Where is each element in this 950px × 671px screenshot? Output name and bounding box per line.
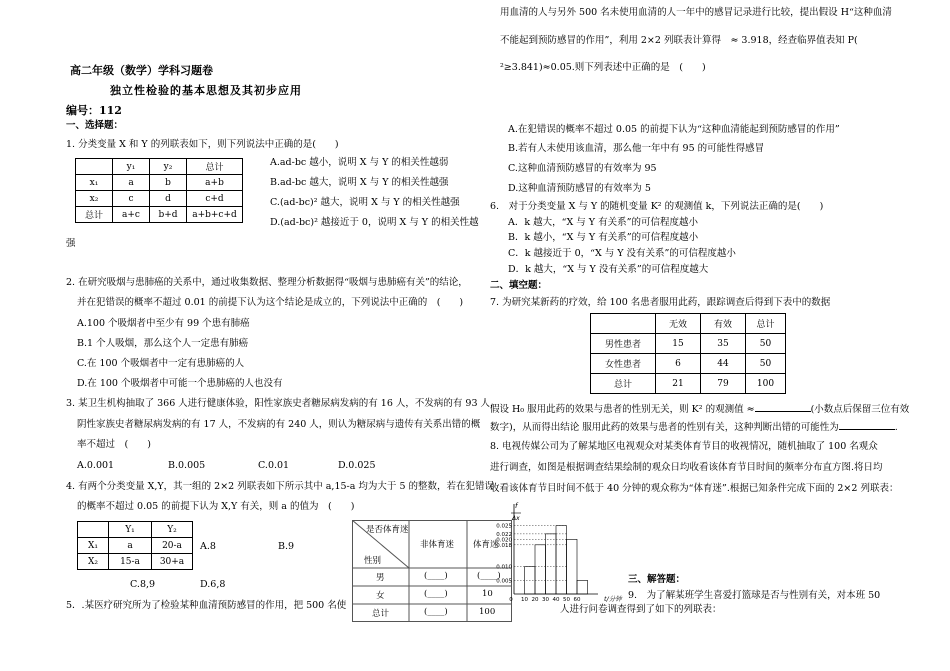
q6-option-d: D．k 越大，“X 与 Y 没有关系”的可信程度越大: [508, 264, 709, 275]
hist-x-tick-label: 0: [509, 597, 513, 603]
q3-stem-3: 率不超过 ( ): [77, 439, 151, 450]
hist-bar: [546, 534, 557, 594]
document-number: 编号：112: [66, 104, 122, 117]
q8-blank[interactable]: (____): [424, 571, 448, 581]
q2-stem-2: 并在犯错误的概率不超过 0.01 的前提下认为这个结论是成立的，下列说法中正确的 ( ): [77, 297, 464, 308]
hist-x-tick-label: 10: [521, 597, 528, 603]
q8-value-female-fan: 10: [482, 589, 493, 599]
q3-option-d: D.0.025: [338, 460, 376, 471]
hist-y-tick-label: 0.018: [496, 542, 512, 549]
q2-option-a: A.100 个吸烟者中至少有 99 个患有肺癌: [77, 318, 250, 329]
q6-option-c: C．k 越接近于 0，“X 与 Y 没有关系”的可信程度越小: [508, 248, 736, 259]
q7-table: 无效 有效 总计 男性患者 15 35 50 女性患者 6 44 50 总计 21 79 100: [590, 313, 786, 394]
hist-xlabel: t/分钟: [604, 595, 622, 603]
hist-x-tick-label: 30: [542, 597, 549, 603]
q7-stem: 7. 为研究某新药的疗效，给 100 名患者服用此药，跟踪调查后得到下表中的数据: [490, 297, 831, 308]
q7-answer-blank-2[interactable]: [839, 420, 895, 430]
q3-option-c: C.0.01: [258, 460, 290, 471]
q7-text-2a: 数字)，从而得出结论 服用此药的效果与患者的性别有关，这种判断出错的可能性为: [490, 422, 839, 433]
q2-option-b: B.1 个人吸烟，那么这个人一定患有肺癌: [77, 338, 249, 349]
q2-stem-1: 2. 在研究吸烟与患肺癌的关系中，通过收集数据、整理分析数据得“吸烟与患肺癌有关”的结论，: [66, 277, 468, 288]
q8-blank[interactable]: (____): [477, 571, 501, 581]
hist-ylabel-top: f: [515, 502, 518, 510]
q8-stem-3: 收看该体育节目时间不低于 40 分钟的观众称为“体育迷”.根据已知条件完成下面的 2×2 列联表：: [490, 483, 899, 494]
q1-table: y₁ y₂ 总计 x₁ a b a+b x₂ c d c+d 总计 a+c b+d a+b+c+d: [75, 158, 243, 223]
q8-col1: 非体育迷: [420, 540, 455, 550]
q5-stem-right-3: ²≥3.841)≈0.05.则下列表述中正确的是 ( ): [500, 62, 706, 73]
q1-option-a: A.ad-bc 越小，说明 X 与 Y 的相关性越弱: [270, 157, 449, 168]
q7-text-1b: (小数点后保留三位有效: [810, 404, 910, 415]
q5-stem-right-1: 用血清的人与另外 500 名未使用血清的人一年中的感冒记录进行比较，提出假设 H“这种血清: [500, 7, 892, 18]
q5-option-c: C.这种血清预防感冒的有效率为 95: [508, 163, 657, 174]
section-choice: 一、选择题：: [66, 120, 124, 131]
hist-bar: [577, 580, 588, 594]
q7-text-2: [490, 420, 898, 434]
q3-option-b: B.0.005: [168, 460, 206, 471]
q8-header-bottom: 性别: [364, 556, 382, 566]
q4-option-b: B.9: [278, 541, 295, 552]
q8-header-top: 是否体育迷: [366, 525, 409, 535]
q9-stem-1: 9. 为了解某班学生喜爱打篮球是否与性别有关，对本班 50: [628, 590, 881, 601]
q7-text-2b: .: [894, 422, 898, 433]
page-subtitle: 独立性检验的基本思想及其初步应用: [110, 84, 302, 97]
hist-x-tick-label: 20: [531, 597, 539, 603]
q6-stem: 6. 对于分类变量 X 与 Y 的随机变量 K² 的观测值 k，下列说法正确的是( ): [490, 201, 824, 212]
hist-y-tick-label: 0.022: [496, 531, 512, 538]
q4-stem-1: 4. 有两个分类变量 X,Y，其一组的 2×2 列联表如下所示其中 a,15-a 均为大于 5 的整数，若在犯错误: [66, 481, 495, 492]
hist-x-tick-label: 40: [552, 597, 560, 603]
q8-row-male: 男: [376, 573, 385, 583]
q1-option-b: B.ad-bc 越大，说明 X 与 Y 的相关性越强: [270, 177, 449, 188]
q8-stem-1: 8. 电视传媒公司为了解某地区电视观众对某类体育节目的收视情况，随机抽取了 100 名观众: [490, 441, 878, 452]
q2-option-d: D.在 100 个吸烟者中可能一个患肺癌的人也没有: [77, 378, 283, 389]
section-fill-blank: 二、填空题：: [490, 280, 548, 291]
q7-answer-blank-1[interactable]: [755, 402, 811, 412]
q7-text-1a: 假设 H₀ 服用此药的效果与患者的性别无关，则 K² 的观测值 ≈: [490, 404, 755, 415]
q6-option-b: B．k 越小，“X 与 Y 有关系”的可信程度越小: [508, 232, 699, 243]
q8-col2: 体育迷: [473, 540, 499, 550]
hist-y-tick-label: 0.010: [496, 564, 512, 571]
hist-y-tick-label: 0.025: [496, 523, 512, 530]
q8-blank[interactable]: (____): [424, 589, 448, 599]
q6-option-a: A．k 越大，“X 与 Y 有关系”的可信程度越小: [508, 217, 698, 228]
hist-x-tick-label: 50: [563, 597, 570, 603]
q8-blank[interactable]: (____): [424, 607, 448, 617]
hist-ylabel-bottom: Δx: [512, 515, 520, 522]
q1-option-d-wrap: 强: [66, 238, 76, 249]
q1-option-d: D.(ad-bc)² 越接近于 0，说明 X 与 Y 的相关性越: [270, 217, 479, 228]
hist-bar: [567, 539, 578, 594]
q7-text-1: [490, 402, 909, 416]
section-answer: 三、解答题：: [628, 574, 686, 585]
q8-row-female: 女: [376, 591, 385, 601]
page-title: 高二年级（数学）学科习题卷: [70, 64, 213, 77]
q4-table: Y₁ Y₂ X₁ a 20-a X₂ 15-a 30+a: [77, 521, 193, 570]
hist-x-tick-label: 60: [573, 597, 581, 603]
hist-bar: [535, 545, 546, 594]
q5-option-b: B.若有人未使用该血清，那么他一年中有 95 的可能性得感冒: [508, 143, 765, 154]
q9-stem-2: 人进行问卷调查得到了如下的列联表：: [560, 604, 722, 615]
q4-option-a: A.8: [200, 541, 216, 552]
q1-option-c: C.(ad-bc)² 越大，说明 X 与 Y 的相关性越强: [270, 197, 460, 208]
hist-bar: [556, 526, 567, 594]
q5-stem-right-2: 不能起到预防感冒的作用”，利用 2×2 列联表计算得 ≈ 3.918，经查临界值表知 P(: [500, 35, 858, 46]
hist-y-tick-label: 0.020: [496, 537, 512, 544]
q5-option-a: A.在犯错误的概率不超过 0.05 的前提下认为“这种血清能起到预防感冒的作用”: [508, 124, 840, 135]
hist-y-tick-label: 0.005: [496, 578, 512, 585]
q4-option-c: C.8,9: [130, 579, 156, 590]
q8-stem-2: 进行调查，如图是根据调查结果绘制的观众日均收看该体育节目时间的频率分布直方图.将日均: [490, 462, 883, 473]
q2-option-c: C.在 100 个吸烟者中一定有患肺癌的人: [77, 358, 245, 369]
q3-stem-2: 阴性家族史者糖尿病发病的有 17 人，不发病的有 240 人，则认为糖尿病与遗传有关系出错的概: [77, 419, 481, 430]
q3-option-a: A.0.001: [77, 460, 115, 471]
frequency-histogram: [488, 498, 638, 604]
q5-stem-1: 5．.某医疗研究所为了检验某种血清预防感冒的作用，把 500 名使: [66, 600, 347, 611]
q8-total-value: 100: [479, 607, 496, 617]
q8-row-total: 总计: [372, 609, 390, 619]
q4-stem-2: 的概率不超过 0.05 的前提下认为 X,Y 有关，则 a 的值为 ( ): [77, 501, 355, 512]
q3-stem-1: 3. 某卫生机构抽取了 366 人进行健康体验，阳性家族史者糖尿病发病的有 16 人，不发病的有 93 人，: [66, 398, 500, 409]
q5-option-d: D.这种血清预防感冒的有效率为 5: [508, 183, 651, 194]
q1-stem: 1. 分类变量 X 和 Y 的列联表如下，则下列说法中正确的是( ): [66, 139, 339, 150]
q4-option-d: D.6,8: [200, 579, 226, 590]
